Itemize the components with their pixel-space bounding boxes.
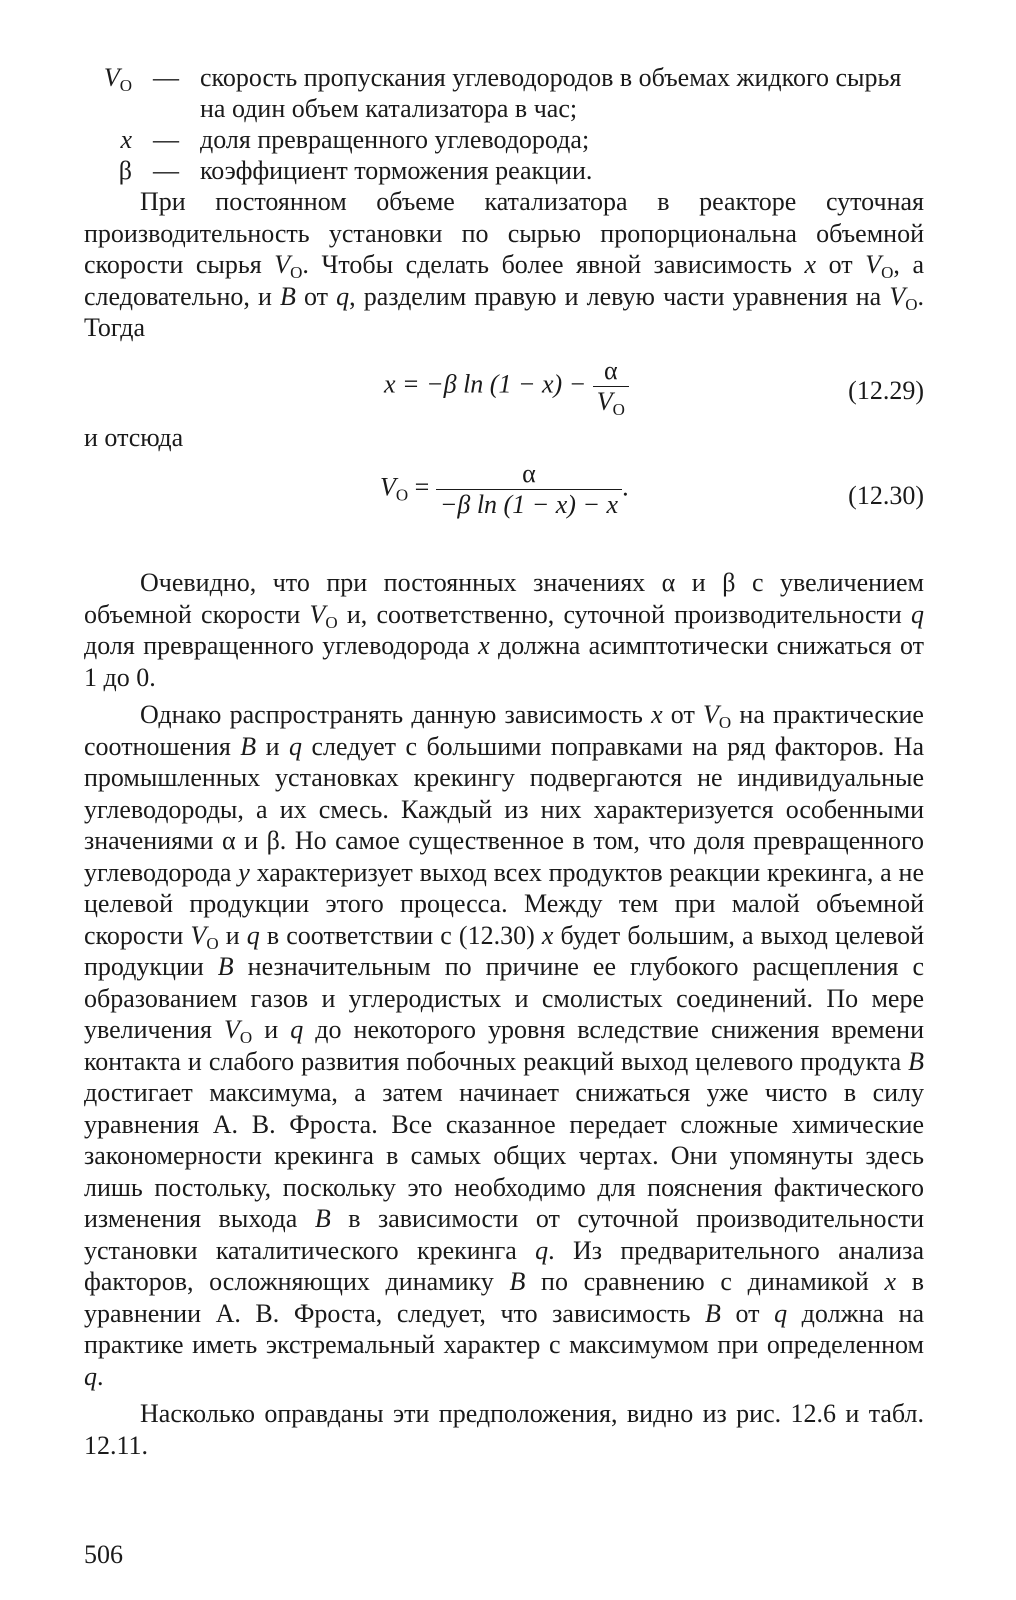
equation-body: $V_O$ = $\frac{\alpha}{\text{−β ln (1 − x) − x}}$ . (380, 459, 629, 519)
definition-symbol: x (120, 125, 132, 154)
fraction: $\frac{\alpha}{V_O}$ (593, 356, 629, 417)
definition-text: доля превращенного углеводорода; (200, 125, 590, 154)
equation-12-30 (84, 459, 924, 543)
definition-item (84, 155, 924, 186)
equation-body: x = −β ln (1 − x) − $\frac{\alpha}{V_O}$ (384, 356, 629, 417)
paragraph-4: Насколько оправданы эти предположения, видно из рис. 12.6 и табл. 12.11. (84, 1399, 924, 1460)
definition-dash: — (153, 156, 179, 185)
definitions-list (84, 62, 924, 186)
definition-dash: — (153, 63, 179, 92)
paragraph-3: Однако распространять данную зависимость x от $V_O$ на практические соотношения B и q следует с большими поправками на ряд факторов. На промышленных установках крекингу подвергаются не индивидуальные углеводороды, а их смесь. Каждый из них характеризуется особенными значениями α и β. Но самое существенное в том, что доля превращенного углеводорода y характеризует выход всех продуктов реакции крекинга, а не целевой продукции этого процесса. Между тем при малой объемной скорости $V_O$ и q в соответствии с (12.30) x будет большим, а выход целевой продукции B незначительным по причине ее глубокого расщепления с образованием газов и углеродистых и смолистых соединений. По мере увеличения $V_O$ и q до некоторого уровня вследствие снижения времени контакта и слабого развития побочных реакций выход целевого продукта B достигает максимума, а затем начинает снижаться уже чисто в силу уравнения А. В. Фроста. Все сказанное передает сложные химические закономерности крекинга в самых общих чертах. Они упомянуты здесь лишь постольку, поскольку это необходимо для пояснения фактического изменения выхода B в зависимости от суточной производительности установки каталитического крекинга q. Из предварительного анализа факторов, осложняющих динамику B по сравнению с динамикой x в уравнении А. В. Фроста, следует, что зависимость B от q должна на практике иметь экстремальный характер с максимумом при определенном q. (84, 700, 925, 1391)
page-body (84, 62, 924, 1461)
spacer (84, 543, 924, 567)
definition-dash: — (153, 125, 179, 154)
page-number: 506 (84, 1540, 123, 1569)
fraction: $\frac{\alpha}{\text{−β ln (1 − x) − x}}$ (436, 459, 622, 520)
definition-text: коэффициент торможения реакции. (200, 156, 593, 185)
definition-item (84, 62, 924, 124)
paragraph-1: При постоянном объеме катализатора в реакторе суточная производительность установки по сырью пропорциональна объемной скорости сырья $V_O$. Чтобы сделать более явной зависимость x от $V_O$, а следовательно, и B от q, разделим правую и левую части уравнения на $V_O$. Тогда (84, 187, 924, 342)
definition-text: скорость пропускания углеводородов в объемах жидкого сырья на один объем катализатора в час; (200, 63, 902, 123)
equation-number: (12.29) (848, 375, 924, 405)
definition-item (84, 124, 924, 155)
equation-number: (12.30) (848, 481, 924, 510)
equation-12-29 (84, 352, 924, 436)
definition-symbol: β (118, 156, 132, 185)
and-hence-text: и отсюда (84, 422, 184, 452)
paragraph-2: Очевидно, что при постоянных значениях α и β с увеличением объемной скорости $V_O$ и, соответственно, суточной производительности q доля превращенного углеводорода x должна асимптотически снижаться от 1 до 0. (84, 568, 924, 692)
definition-symbol: $V_O$ (103, 63, 132, 95)
